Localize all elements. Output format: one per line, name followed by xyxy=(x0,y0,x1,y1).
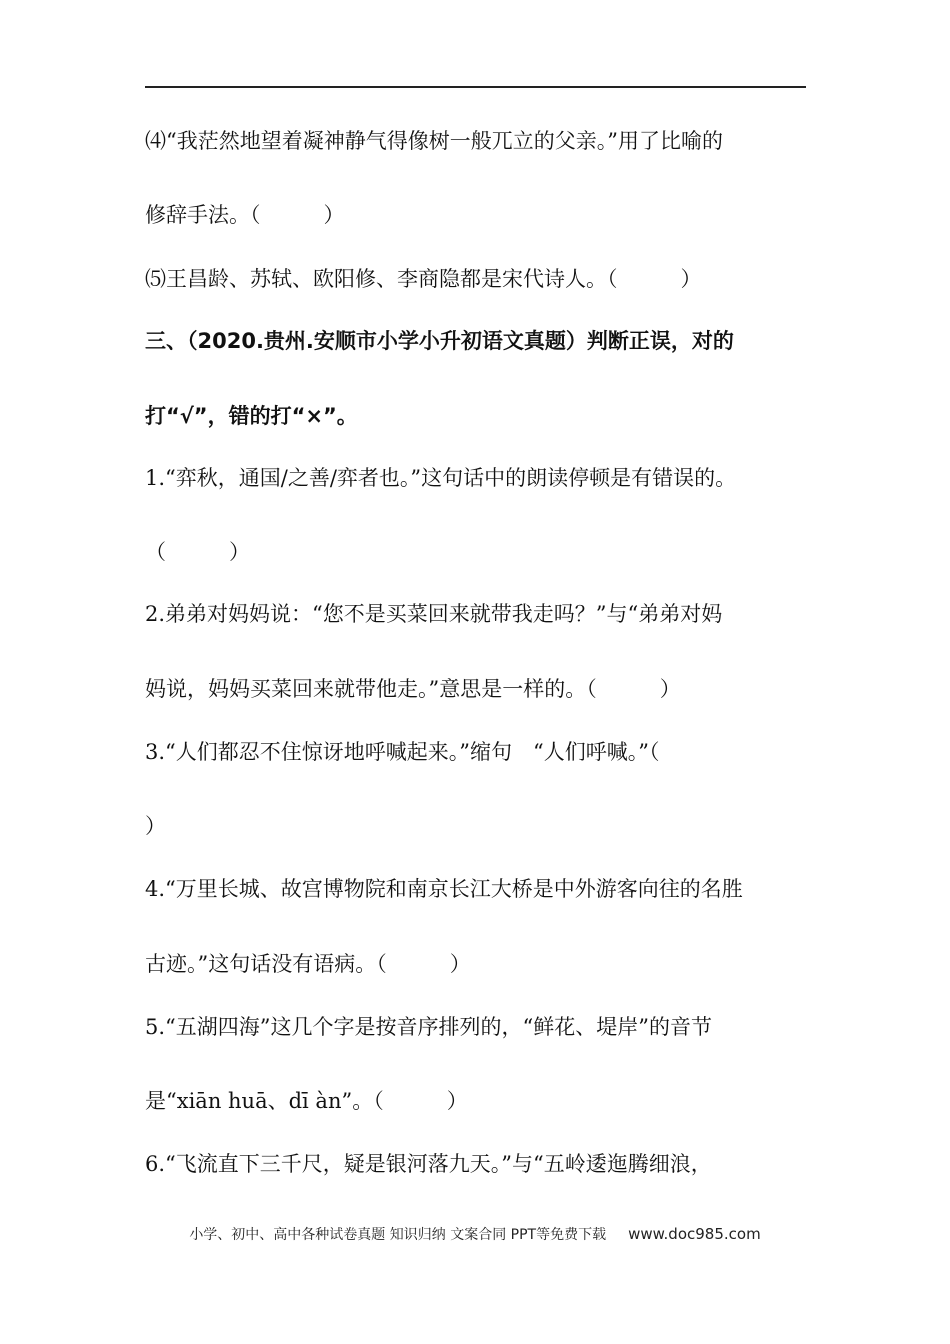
item-4-line-2: 古迹。”这句话没有语病。（ ） xyxy=(145,952,471,976)
section-3-title-line-1: 三、（2020.贵州.安顺市小学小升初语文真题）判断正误，对的 xyxy=(145,329,734,353)
question-4-line-2: 修辞手法。（ ） xyxy=(145,203,345,227)
item-1-line-2: （ ） xyxy=(145,540,250,564)
item-1-line-1: 1.“弈秋，通国/之善/弈者也。”这句话中的朗读停顿是有错误的。 xyxy=(145,466,737,490)
item-2-line-2: 妈说，妈妈买菜回来就带他走。”意思是一样的。（ ） xyxy=(145,677,681,701)
question-4-line-1: ⑷“我茫然地望着凝神静气得像树一般兀立的父亲。”用了比喻的 xyxy=(145,129,723,153)
footer xyxy=(0,1224,950,1244)
section-3-title-line-2: 打“√”，错的打“×”。 xyxy=(145,404,358,428)
item-4-line-1: 4.“万里长城、故宫博物院和南京长江大桥是中外游客向往的名胜 xyxy=(145,877,743,901)
item-2-line-1: 2.弟弟对妈妈说：“您不是买菜回来就带我走吗？”与“弟弟对妈 xyxy=(145,602,723,626)
item-5-line-1: 5.“五湖四海”这几个字是按音序排列的，“鲜花、堤岸”的音节 xyxy=(145,1015,712,1039)
item-3-line-2: ） xyxy=(145,814,166,838)
item-5-line-2: 是“xiān huā、dī àn”。（ ） xyxy=(145,1089,468,1113)
item-6-line-1: 6.“飞流直下三千尺，疑是银河落九天。”与“五岭逶迤腾细浪， xyxy=(145,1152,712,1176)
header-rule xyxy=(145,86,806,88)
question-5: ⑸王昌龄、苏轼、欧阳修、李商隐都是宋代诗人。（ ） xyxy=(145,267,702,291)
item-3-line-1: 3.“人们都忍不住惊讶地呼喊起来。”缩句 “人们呼喊。”（ xyxy=(145,740,660,764)
footer-site-link[interactable]: www.doc985.com xyxy=(628,1225,761,1243)
footer-text: 小学、初中、高中各种试卷真题 知识归纳 文案合同 PPT等免费下载 xyxy=(189,1227,607,1243)
